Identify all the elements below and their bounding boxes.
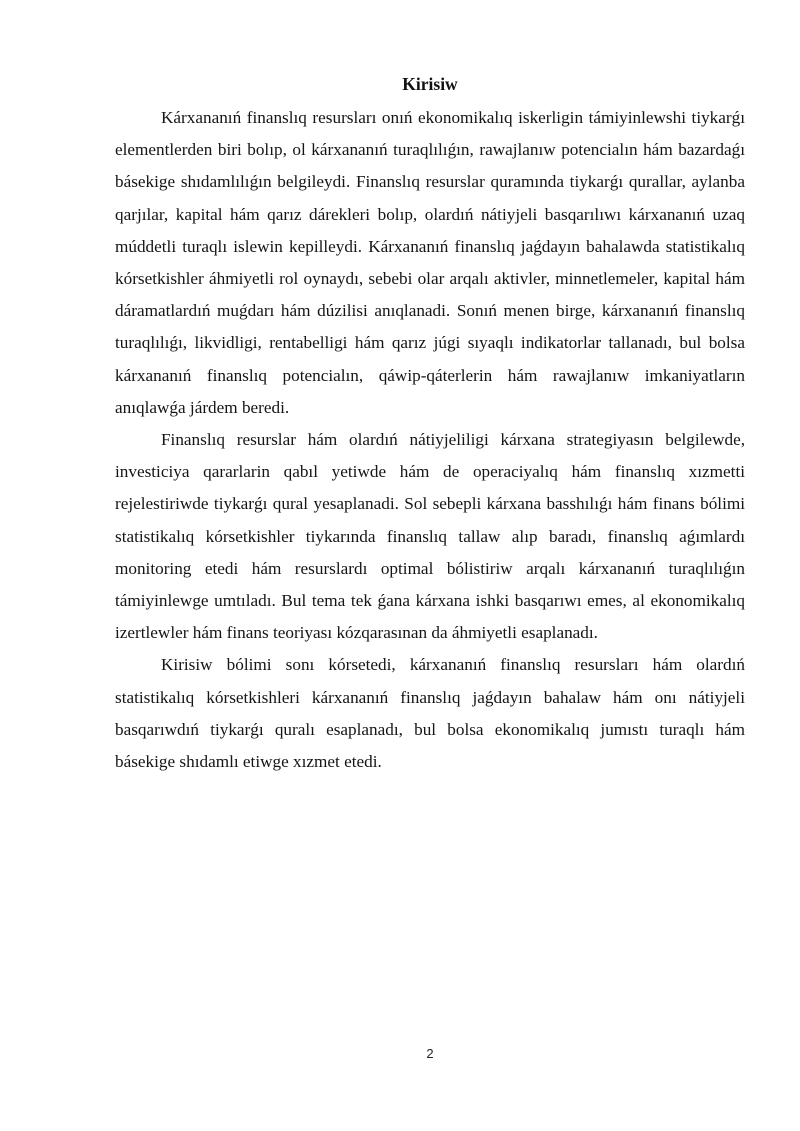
paragraph-3: Kirisiw bólimi sonı kórsetedi, kárxananıń finanslıq resursları hám olardıń statistikalıq kórsetkishleri kárxananıń finanslıq jaǵdayın bahalaw hám onı nátiyjeli basqarıwdıń tiykarǵı quralı esaplanadı, bul bolsa ekonomikalıq jumıstı turaqlı hám básekige shıdamlı etiwge xızmet etedi. <box>115 655 745 772</box>
paragraph-1: Kárxananıń finanslıq resursları onıń ekonomikalıq iskerligin támiyinlewshi tiykarǵı elementlerden biri bolıp, ol kárxananıń turaqlılıǵın, rawajlanıw potencialın hám bazardaǵı básekige shıdamlılıǵın belgileydi. Finanslıq resurslar quramında tiykarǵı qurallar, aylanba qarjılar, kapital hám qarız dárekleri bolıp, olardıń nátiyjeli basqarılıwı kárxananıń uzaq múddetli turaqlı islewin kepilleydi. Kárxananıń finanslıq jaǵdayın bahalawda statistikalıq kórsetkishler áhmiyetli rol oynaydı, sebebi olar arqalı aktivler, minnetlemeler, kapital hám dáramatlardıń muǵdarı hám dúzilisi anıqlanadi. Sonıń menen birge, kárxananıń finanslıq turaqlılıǵı, likvidligi, rentabelligi hám qarız júgi sıyaqlı indikatorlar tallanadı, bul bolsa kárxananıń finanslıq potencialın, qáwip-qáterlerin hám rawajlanıw imkaniyatların anıqlawǵa járdem beredi. <box>115 108 745 417</box>
section-heading: Kirisiw <box>402 74 458 94</box>
body-text <box>115 102 745 778</box>
page-number: 2 <box>426 1046 434 1061</box>
paragraph-2: Finanslıq resurslar hám olardıń nátiyjeliligi kárxana strategiyasın belgilewde, investiciya qararlarin qabıl yetiwde hám de operaciyalıq hám finanslıq xızmetti rejelestiriwde tiykarǵı qural yesaplanadi. Sol sebepli kárxana basshılıǵı hám finans bólimi statistikalıq kórsetkishler tiykarında finanslıq tallaw alıp baradı, finanslıq aǵımlardı monitoring etedi hám resurslardı optimal bólistiriw arqalı kárxananıń turaqlılıǵın támiyinlewge umtıladı. Bul tema tek ǵana kárxana ishki basqarıwı emes, al ekonomikalıq izertlewler hám finans teoriyası kózqarasınan da áhmiyetli esaplanadı. <box>115 430 745 643</box>
